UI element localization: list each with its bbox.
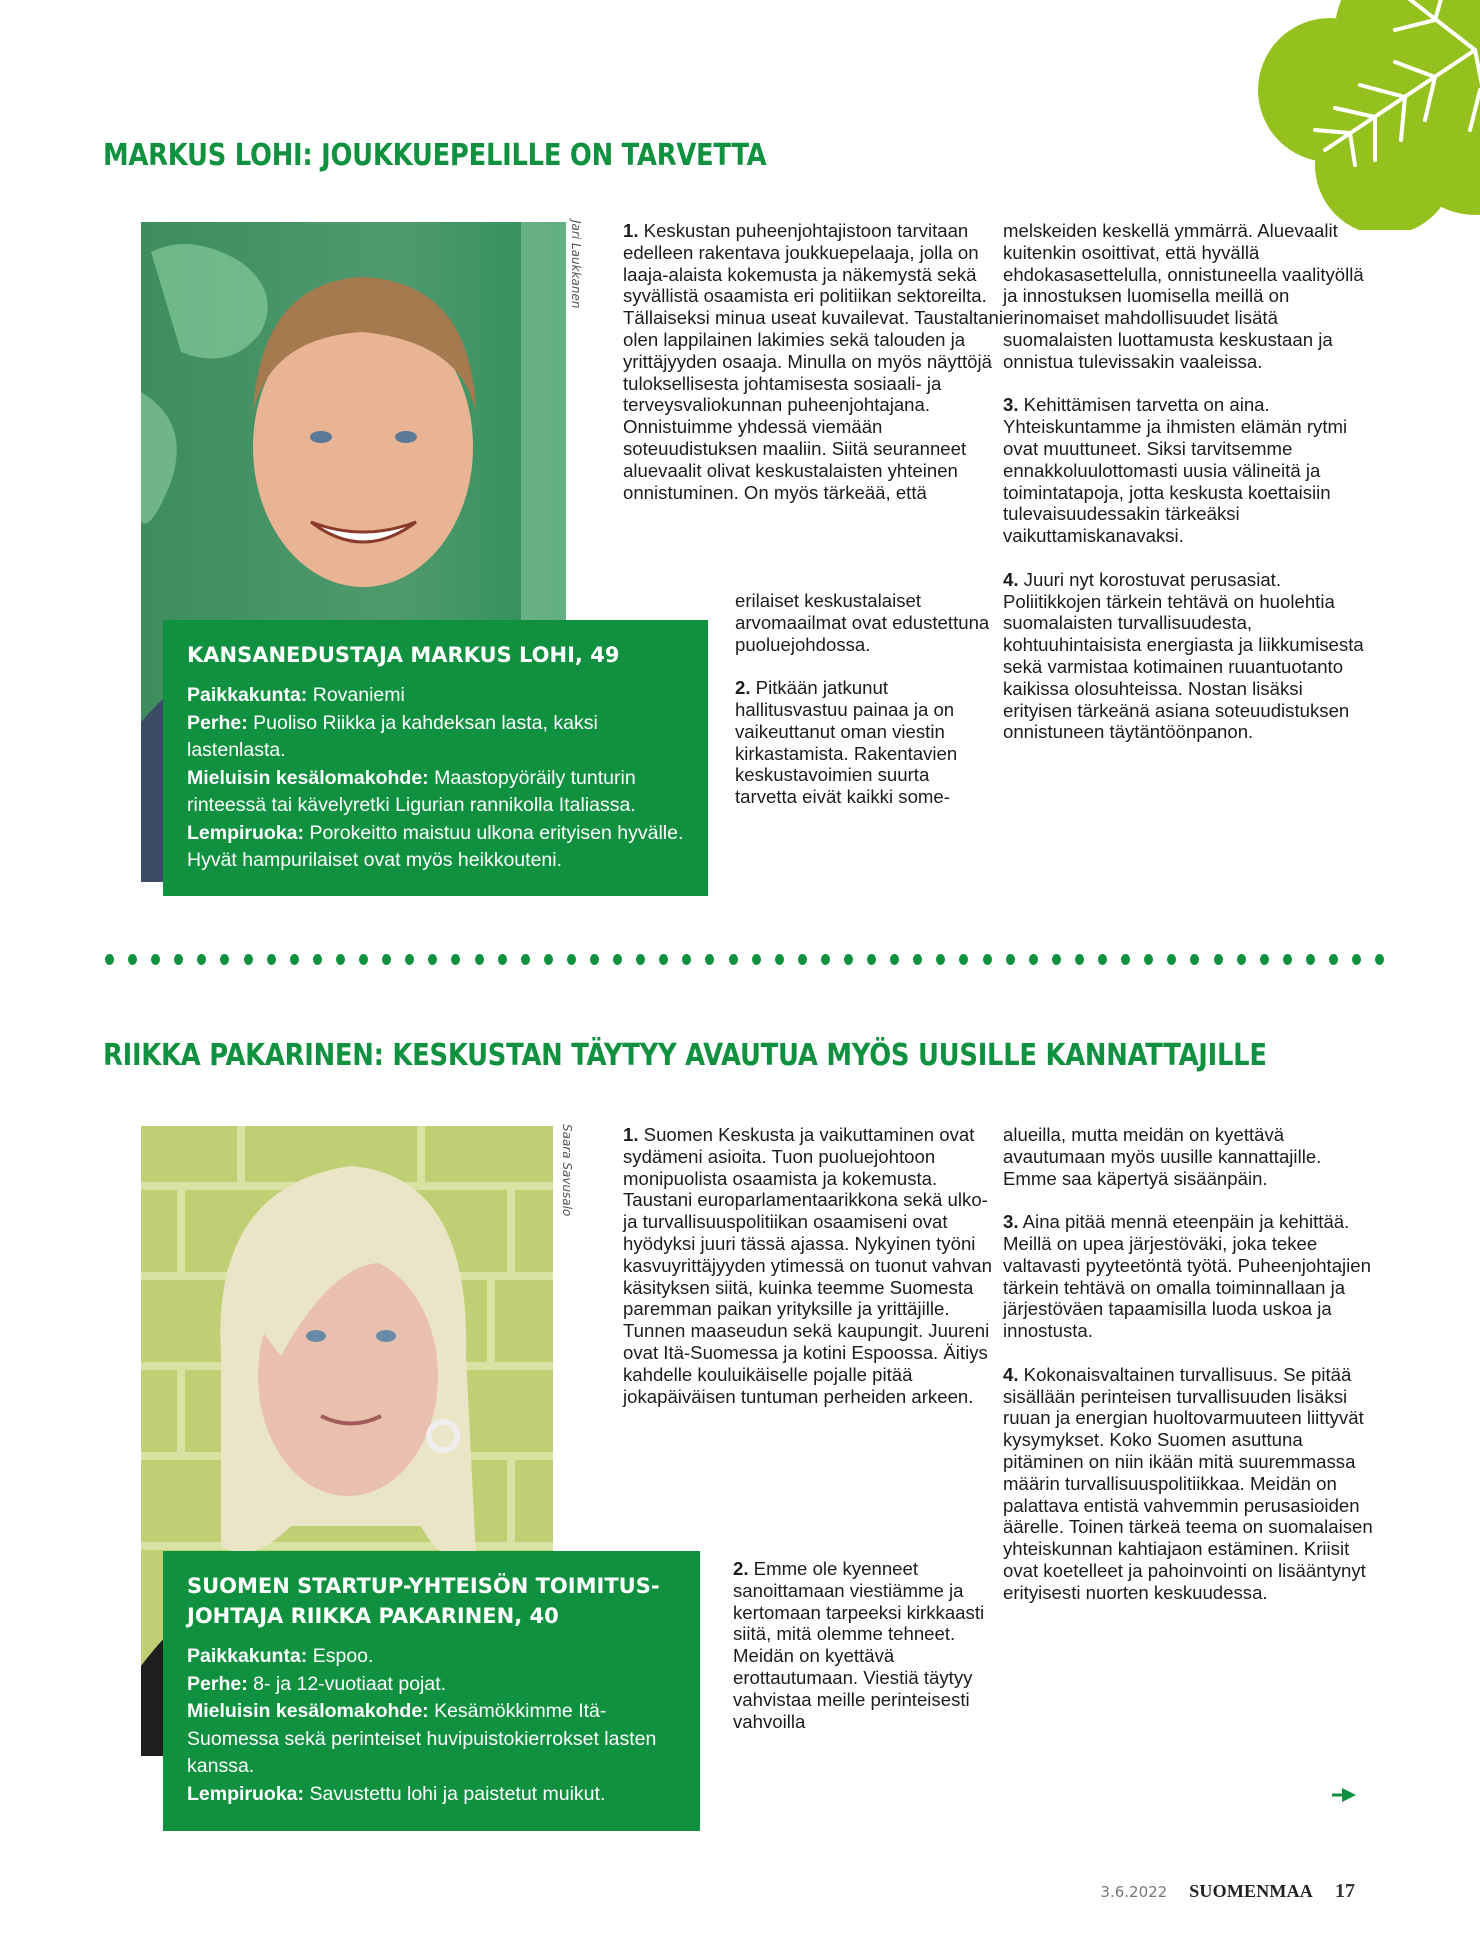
answer-number: 1. xyxy=(623,1124,639,1145)
divider-dot xyxy=(983,954,992,965)
divider-dot xyxy=(244,954,253,965)
divider-dot xyxy=(1098,954,1107,965)
divider-dot xyxy=(844,954,853,965)
answer-paragraph xyxy=(735,590,990,655)
answer-number: 3. xyxy=(1003,1211,1019,1233)
divider-dot xyxy=(405,954,414,965)
article-column xyxy=(733,1558,988,1732)
profile-title: SUOMEN STARTUP-YHTEISÖN TOIMITUS-JOHTAJA RIIKKA PAKARINEN, 40 xyxy=(187,1574,660,1628)
article-column xyxy=(735,590,990,808)
profile-label: Paikkakunta: xyxy=(187,1645,308,1667)
answer-paragraph xyxy=(1003,220,1373,373)
profile-value: 8- ja 12-vuotiaat pojat. xyxy=(247,1672,447,1695)
answer-paragraph xyxy=(1003,569,1373,743)
divider-dot xyxy=(752,954,761,965)
answer-text: Kehittämisen tarvetta on aina. Yhteiskuntamme ja ihmisten elämän rytmi ovat muuttuneet. Siksi tarvitsemme ennakkoluulottomasti uusia välineitä ja toimintatapoja, jotta keskusta koettaisiin tulevaisuudessakin tärkeäksi vaikuttamiskanavaksi. xyxy=(1003,394,1348,547)
clover-snowflake-icon xyxy=(1235,0,1480,230)
divider-dot xyxy=(105,954,114,965)
answer-text: Suomen Keskusta ja vaikuttaminen ovat sydämeni asioita. Tuon puoluejohtoon monipuolista osaamista ja kokemusta. Taustani europarlamentaarikkona sekä ulko- ja turvallisuuspolitiikan osaamiseni ovat hyödyksi juuri tässä ajassa. Nykyinen työni kasvuyrittäjyyden ytimessä on tuonut vahvan käsityksen siitä, kuinka teemme Suomesta paremman paikan yrityksille ja yrittäjille. Tunnen maaseudun sekä kaupungit. Juureni ovat Itä-Suomessa ja kotini Espoossa. Äitiys kahdelle kouluikäiselle pojalle pitää jokapäiväisen tuntuman perheiden arkeen. xyxy=(623,1124,992,1407)
issue-date: 3.6.2022 xyxy=(1100,1883,1168,1901)
profile-label: Mieluisin kesälomakohde: xyxy=(187,1700,429,1722)
profile-label: Paikkakunta: xyxy=(187,684,308,706)
answer-number: 4. xyxy=(1003,1363,1019,1385)
divider-dot xyxy=(705,954,714,965)
profile-infobox xyxy=(163,1551,700,1831)
answer-text: melskeiden keskellä ymmärrä. Aluevaalit kuitenkin osoittivat, että hyvällä ehdokasasettelulla, onnistuneella vaalityöllä ja innostuksen luomisella meillä on erinomaiset mahdollisuudet lisätä suomalaisten luottamusta keskustaan ja onnistua tulevissakin vaaleissa. xyxy=(1003,220,1364,372)
divider-dot xyxy=(1121,954,1130,965)
answer-text: Emme ole kyenneet sanoittamaan viestiämme ja kertomaan tarpeeksi kirkkaasti siitä, mitä olemme tehneet. Meidän on kyettävä erottautumaan. Viestiä täytyy vahvistaa meille perinteisesti vahvoilla xyxy=(733,1558,985,1732)
article-column xyxy=(1003,220,1373,743)
divider-dot xyxy=(1052,954,1061,965)
divider-dot xyxy=(220,954,229,965)
answer-text: Juuri nyt korostuvat perusasiat. Poliitikkojen tärkein tehtävä on huolehtia suomalaisten turvallisuudesta, kohtuuhintaisista energiasta ja liikkumisesta sekä varmistaa kotimainen ruuantuotanto kaikissa olosuhteissa. Nostan lisäksi erityisen tärkeänä asiana soteuudistuksen onnistuneen täytäntöönpanon. xyxy=(1003,568,1364,743)
profile-row xyxy=(187,1671,678,1699)
article-column xyxy=(1003,1124,1373,1604)
article-headline: RIIKKA PAKARINEN: KESKUSTAN TÄYTYY AVAUTUA MYÖS UUSILLE KANNATTAJILLE xyxy=(103,1038,1267,1073)
answer-paragraph xyxy=(623,220,1003,503)
article-column xyxy=(623,1124,993,1407)
divider-dot xyxy=(798,954,807,965)
divider-dot xyxy=(913,954,922,965)
answer-text: Kokonaisvaltainen turvallisuus. Se pitää sisällään perinteisen turvallisuuden lisäksi ruuan ja energian huoltovarmuuteen liittyvät kysymykset. Koko Suomen asuttuna pitäminen on niin ikään mitä suuremmassa määrin turvallisuuspolitiikkaa. Meidän on palattava entistä vahvemmin perusasioiden äärelle. Toinen tärkeä teema on suomalaisen yhteiskunnan kahtiajaon estäminen. Kriisit ovat koetelleet ja pahoinvointi on lisääntynyt erityisesti nuorten keskuudessa. xyxy=(1003,1363,1373,1603)
divider-dot xyxy=(290,954,299,965)
divider-dot xyxy=(682,954,691,965)
divider-dot xyxy=(659,954,668,965)
divider-dot xyxy=(821,954,830,965)
profile-row xyxy=(187,765,686,820)
divider-dot xyxy=(1075,954,1084,965)
publication-name: SUOMENMAA xyxy=(1189,1881,1313,1901)
divider-dot xyxy=(1352,954,1361,965)
profile-label: Mieluisin kesälomakohde: xyxy=(187,766,429,789)
divider-dot xyxy=(521,954,530,965)
profile-value: Kesämökkimme Itä-Suomessa sekä perinteiset huvipuistokierrokset lasten kanssa. xyxy=(187,1700,657,1777)
article-headline: MARKUS LOHI: JOUKKUEPELILLE ON TARVETTA xyxy=(103,138,767,173)
profile-row xyxy=(187,820,686,875)
answer-number: 2. xyxy=(735,677,751,699)
profile-value: Maastopyöräily tunturin rinteessä tai kävelyretki Ligurian rannikolla Italiassa. xyxy=(187,766,636,816)
divider-dot xyxy=(382,954,391,965)
divider-dot xyxy=(775,954,784,965)
divider-dot xyxy=(567,954,576,965)
divider-dot xyxy=(128,954,137,965)
divider-dot xyxy=(936,954,945,965)
divider-dot xyxy=(1306,954,1315,965)
divider-dot xyxy=(890,954,899,965)
page-footer xyxy=(1100,1880,1355,1903)
divider-dot xyxy=(267,954,276,965)
divider-dot xyxy=(1375,954,1384,965)
answer-number: 2. xyxy=(733,1558,749,1579)
answer-paragraph xyxy=(1003,1364,1373,1604)
divider-dot xyxy=(475,954,484,965)
answer-number: 1. xyxy=(623,220,639,241)
divider-dot xyxy=(1006,954,1015,965)
divider-dot xyxy=(544,954,553,965)
profile-row xyxy=(187,1698,678,1781)
profile-value: Rovaniemi xyxy=(307,684,405,706)
divider-dot xyxy=(1237,954,1246,965)
profile-row xyxy=(187,682,686,710)
answer-number: 4. xyxy=(1003,568,1019,590)
divider-dot xyxy=(1329,954,1338,965)
answer-paragraph xyxy=(1003,1211,1373,1342)
divider-dot xyxy=(1167,954,1176,965)
answer-text: Keskustan puheenjohtajistoon tarvitaan edelleen rakentava joukkuepelaaja, jolla on laaja-alaista kokemusta ja näkemystä sekä syvällistä osaamista eri politiikan sektoreilta. Tällaiseksi minua useat kuvailevat. Taustaltani olen lappilainen lakimies sekä talouden ja yrittäjyyden osaaja. Minulla on myös näyttöjä tuloksellisesta johtamisesta sosiaali- ja terveysvaliokunnan puheenjohtajana. Onnistuimme yhdessä viemään soteuudistuksen maaliin. Siitä seuranneet aluevaalit olivat keskustalaisten yhteinen onnistuminen. On myös tärkeää, että xyxy=(623,220,1003,503)
answer-paragraph xyxy=(1003,394,1373,547)
profile-value: Puoliso Riikka ja kahdeksan lasta, kaksi lastenlasta. xyxy=(187,711,598,761)
divider-dot xyxy=(1190,954,1199,965)
photo-credit: Jari Laukkanen xyxy=(569,220,583,309)
divider-dot xyxy=(636,954,645,965)
divider-dot xyxy=(428,954,437,965)
divider-dot xyxy=(313,954,322,965)
divider-dot xyxy=(451,954,460,965)
answer-text: erilaiset keskustalaiset arvomaailmat ovat edustettuna puoluejohdossa. xyxy=(735,590,990,655)
divider-dot xyxy=(729,954,738,965)
profile-value: Espoo. xyxy=(307,1645,374,1667)
profile-label: Lempiruoka: xyxy=(187,821,305,844)
divider-dot xyxy=(1260,954,1269,965)
answer-text: alueilla, mutta meidän on kyettävä avautumaan myös uusille kannattajille. Emme saa käpertyä sisäänpäin. xyxy=(1003,1124,1322,1189)
divider-dot xyxy=(867,954,876,965)
divider-dot xyxy=(359,954,368,965)
profile-value: Porokeitto maistuu ulkona erityisen hyvälle. Hyvät hampurilaiset ovat myös heikkouteni. xyxy=(187,821,684,871)
divider-dot xyxy=(590,954,599,965)
divider-dot xyxy=(1283,954,1292,965)
divider-dot xyxy=(174,954,183,965)
divider-dot xyxy=(613,954,622,965)
answer-paragraph xyxy=(733,1558,988,1732)
profile-infobox xyxy=(163,620,708,896)
divider-dot xyxy=(1029,954,1038,965)
divider-dot xyxy=(498,954,507,965)
dotted-divider xyxy=(105,952,1385,966)
profile-label: Perhe: xyxy=(187,1672,248,1695)
divider-dot xyxy=(1214,954,1223,965)
profile-row xyxy=(187,710,686,765)
divider-dot xyxy=(959,954,968,965)
profile-value: Savustettu lohi ja paistetut muikut. xyxy=(304,1782,606,1805)
page-number: 17 xyxy=(1335,1880,1355,1902)
answer-text: Pitkään jatkunut hallitusvastuu painaa ja on vaikeuttanut oman viestin kirkastamista. Rakentavien keskustavoimien suurta tarvetta eivät kaikki some- xyxy=(735,677,958,808)
divider-dot xyxy=(197,954,206,965)
divider-dot xyxy=(1144,954,1153,965)
answer-paragraph xyxy=(623,1124,993,1407)
profile-label: Lempiruoka: xyxy=(187,1782,305,1805)
answer-number: 3. xyxy=(1003,394,1019,416)
profile-row xyxy=(187,1643,678,1671)
article-column xyxy=(623,220,1003,503)
profile-title: KANSANEDUSTAJA MARKUS LOHI, 49 xyxy=(187,643,620,667)
answer-paragraph xyxy=(735,677,990,808)
arrow-right-icon xyxy=(1332,1787,1356,1803)
divider-dot xyxy=(151,954,160,965)
answer-paragraph xyxy=(1003,1124,1373,1189)
divider-dot xyxy=(336,954,345,965)
profile-row xyxy=(187,1781,678,1809)
answer-text: Aina pitää mennä eteenpäin ja kehittää. Meillä on upea järjestöväki, joka tekee valtavasti pyyteetöntä työtä. Puheenjohtajien tärkein tehtävä on omalla toiminnallaan ja järjestöväen tapaamisilla luoda uskoa ja innostusta. xyxy=(1003,1211,1371,1342)
photo-credit: Saara Savusalo xyxy=(560,1124,574,1217)
profile-label: Perhe: xyxy=(187,711,248,734)
